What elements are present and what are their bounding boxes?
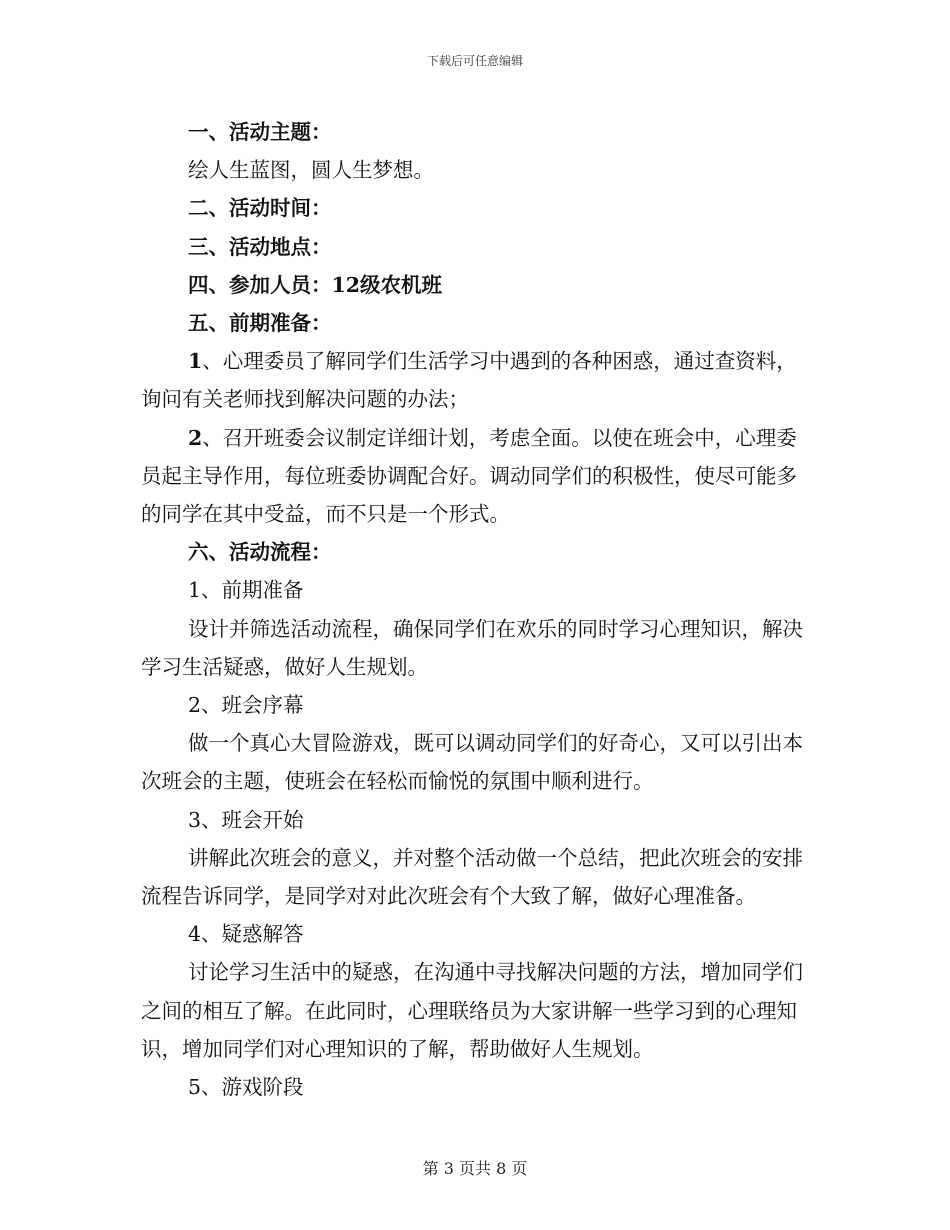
paragraph-start: 讲解此次班会的意义，并对整个活动做一个总结，把此次班会的安排流程告诉同学，是同学对对此次班会有个大致了解，做好心理准备。 — [141, 845, 803, 909]
paragraph-preparation-2 — [141, 419, 811, 534]
paragraph-early-prep: 设计并筛选活动流程，确保同学们在欢乐的同时学习心理知识，解决学习生活疑惑，做好人生规划。 — [141, 616, 803, 679]
page-footer: 第 3 页共 8 页 — [422, 1159, 528, 1178]
section-heading-theme: 一、活动主题： — [188, 120, 332, 144]
item-text: 、召开班委会议制定详细计划，考虑全面。以使在班会中，心理委员起主导作用，每位班委协调配合好。调动同学们的积极性，使尽可能多的同学在其中受益，而不只是一个形式。 — [141, 425, 797, 527]
page-header: 下载后可任意编辑 — [426, 54, 523, 68]
item-number: 2 — [188, 425, 203, 450]
item-number: 1 — [188, 349, 203, 374]
subheading-early-prep: 1、前期准备 — [188, 578, 304, 603]
section-heading-time: 二、活动时间： — [188, 196, 332, 221]
section-heading-location: 三、活动地点： — [188, 234, 332, 259]
section-heading-process: 六、活动流程： — [188, 540, 332, 565]
document-body — [141, 113, 811, 1106]
paragraph-qa: 讨论学习生活中的疑惑，在沟通中寻找解决问题的方法，增加同学们之间的相互了解。在此同时，心理联络员为大家讲解一些学习到的心理知识，增加同学们对心理知识的了解，帮助做好人生规划。 — [141, 960, 803, 1061]
subheading-opening: 2、班会序幕 — [188, 693, 304, 718]
item-text: 、心理委员了解同学们生活学习中遇到的各种困惑，通过查资料，询问有关老师找到解决问题的办法； — [141, 349, 797, 412]
paragraph-preparation-1 — [141, 342, 811, 418]
subheading-start: 3、班会开始 — [188, 807, 304, 832]
subheading-game: 5、游戏阶段 — [188, 1075, 304, 1100]
section-heading-participants: 四、参加人员：12级农机班 — [188, 272, 443, 297]
paragraph-theme: 绘人生蓝图，圆人生梦想。 — [188, 158, 434, 183]
section-heading-preparation: 五、前期准备： — [188, 311, 332, 336]
subheading-qa: 4、疑惑解答 — [188, 922, 304, 947]
paragraph-opening: 做一个真心大冒险游戏，既可以调动同学们的好奇心，又可以引出本次班会的主题，使班会在轻松而愉悦的氛围中顺利进行。 — [141, 731, 803, 794]
